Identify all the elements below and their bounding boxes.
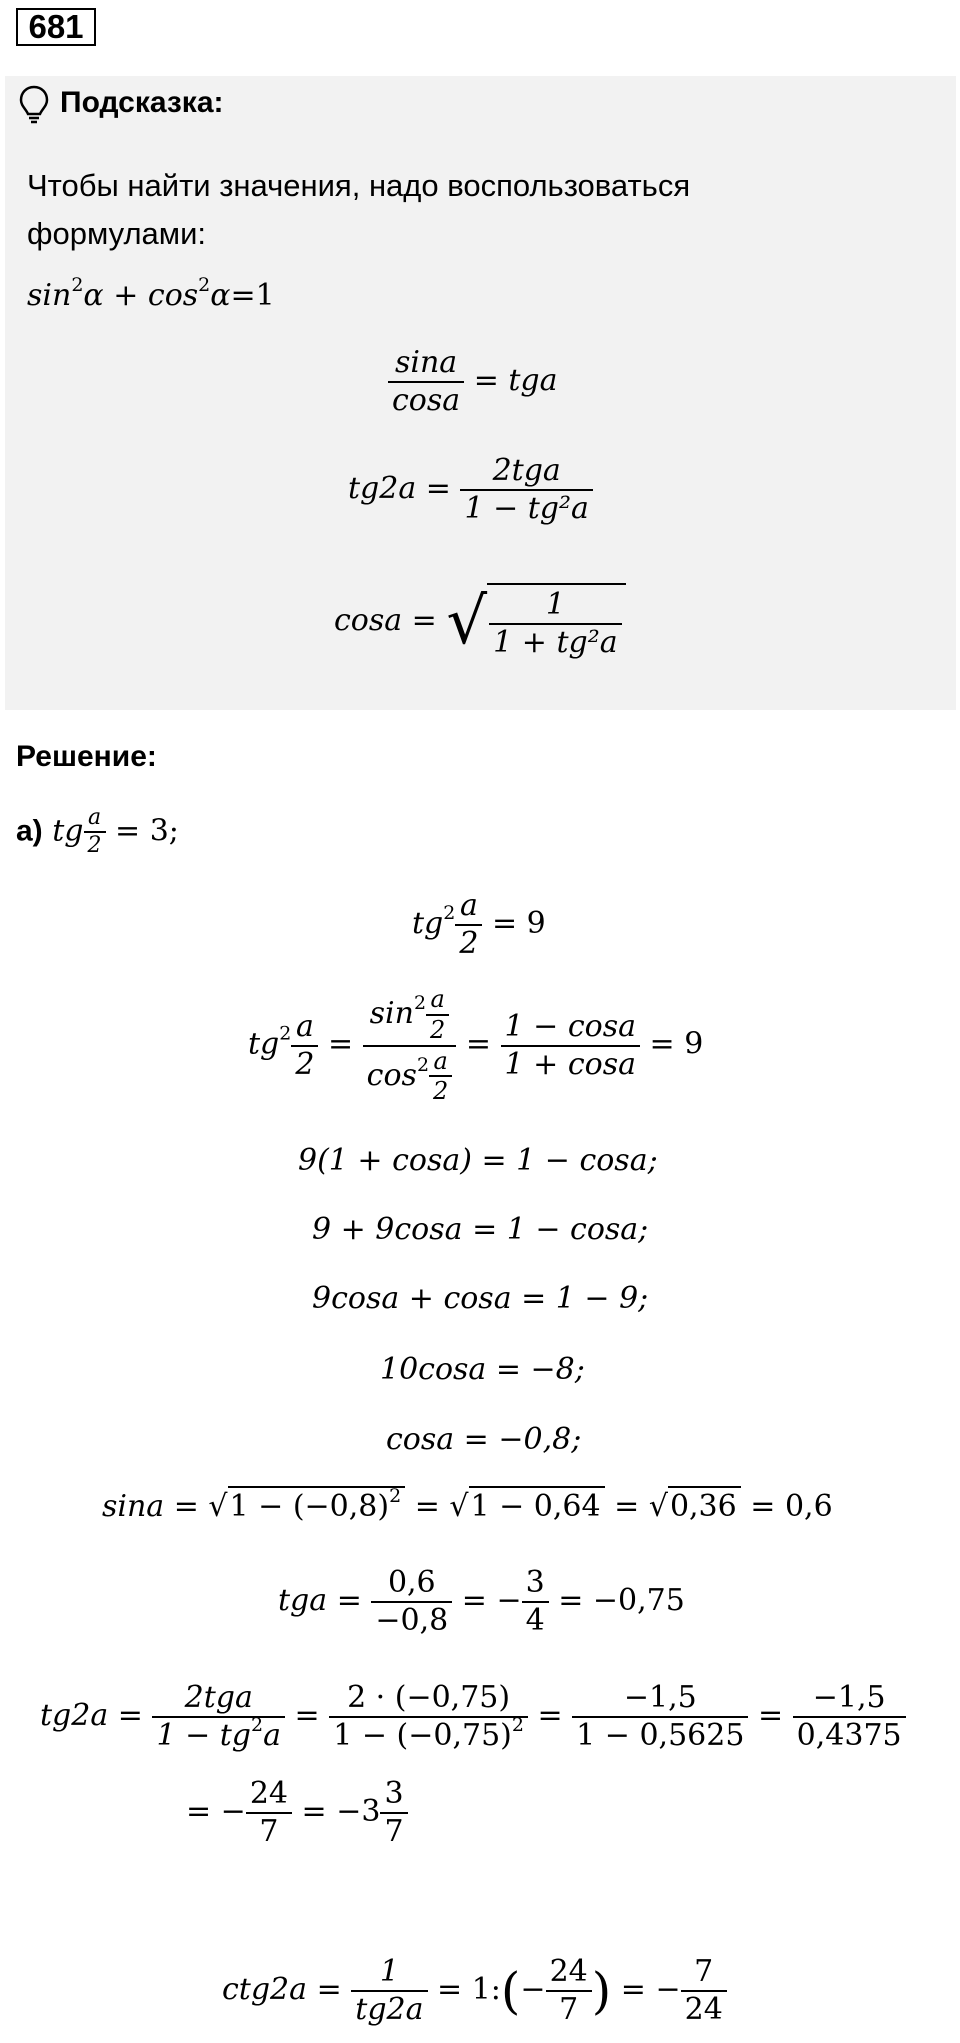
- lightbulb-icon: [18, 84, 50, 124]
- step-11: = − $\frac{24}{7}$ = −3 $\frac{3}{7}$: [186, 1776, 408, 1850]
- hint-formula-3: tg2a = $\frac{\text{2tga}}{\text{1 − tg²a}}$: [348, 453, 593, 527]
- hint-formula-4: cosa = √ $\frac{1}{\text{1 + tg²a}}$: [334, 583, 626, 661]
- step-3: 9(1 + cosa) = 1 − cosa;: [298, 1143, 658, 1178]
- step-5: 9cosa + cosa = 1 − 9;: [312, 1281, 649, 1316]
- problem-number: 681: [16, 8, 96, 46]
- step-2: $tg^2$ $\frac{a}{2}$ = $\sin^2$ $\frac{a}{2}$ $\cos^2$ $\frac{a}{2}$ = $\frac{1 - \cos a}{1 + \cos a}$ = 9: [248, 985, 704, 1106]
- hint-text: Чтобы найти значения, надо воспользоваться формулами:: [27, 168, 691, 251]
- part-a-given: а) tg $\frac{a}{2}$ = 3;: [16, 805, 179, 859]
- step-1: $tg^2$ $\frac{a}{2}$ = 9: [412, 888, 546, 961]
- step-8: $\sin a = √1 - (-0,8)^2 = √1 - 0,64 = √0,36 = 0,6$: [102, 1485, 833, 1524]
- step-12: ctg2a = $\frac{1}{tg2a}$ = 1:(− $\frac{24}{7}$ ) = − $\frac{7}{24}$: [222, 1954, 727, 2028]
- step-9: tga = $\frac{0,6}{-0,8}$ = − $\frac{3}{4}$ = −0,75: [278, 1565, 685, 1638]
- step-6: 10cosa = −8;: [380, 1352, 585, 1387]
- hint-formula-2: $\frac{\sin a}{\cos a}$ = tga: [388, 345, 558, 419]
- hint-title: Подсказка:: [60, 86, 224, 119]
- step-7: cosa = −0,8;: [386, 1422, 582, 1457]
- step-10: tg2a = $\frac{\text{2tga}}{1 - tg^2a}$ = $\frac{2 \cdot (-0,75)}{1 - (-0,75)^2}$ = $\frac{-1,5}{1 - 0,5625}$ = $\frac{-1,5}{0,4375}$: [40, 1680, 906, 1754]
- hint-formula-1: $\sin^2\alpha + \cos^2\alpha=1$: [27, 274, 275, 313]
- step-4: 9 + 9cosa = 1 − cosa;: [312, 1212, 649, 1247]
- solution-title: Решение:: [16, 740, 157, 773]
